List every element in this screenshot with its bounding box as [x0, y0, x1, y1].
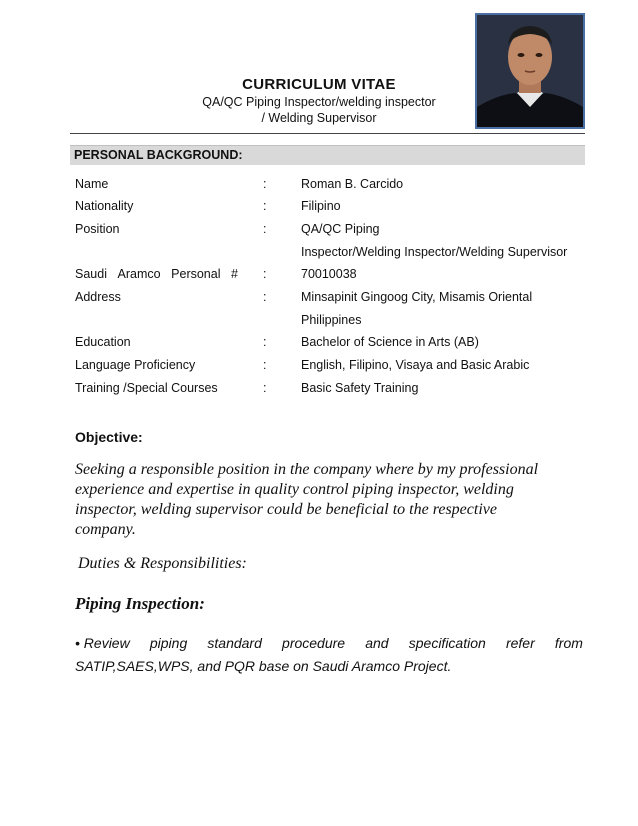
row-value: 70010038 [301, 267, 357, 281]
row-colon: : [263, 177, 267, 191]
row-value-continued: Inspector/Welding Inspector/Welding Supervisor [301, 245, 568, 259]
row-colon: : [263, 199, 267, 213]
row-label-word: # [231, 267, 238, 281]
row-label: Language Proficiency [75, 358, 196, 372]
bullet-word: from [554, 635, 583, 651]
row-colon: : [263, 267, 267, 281]
row-label-word: Saudi [75, 267, 107, 281]
row-label-word: Personal [171, 267, 221, 281]
bullet-line-2: SATIP,SAES,WPS, and PQR base on Saudi Aramco Project. [75, 658, 452, 674]
row-value: Bachelor of Science in Arts (AB) [301, 335, 479, 349]
row-colon: : [263, 381, 267, 395]
row-label [75, 267, 238, 281]
objective-line: Seeking a responsible position in the company where by my professional [75, 461, 539, 478]
bullet-word: procedure [282, 635, 346, 651]
objective-heading: Objective: [75, 429, 143, 445]
row-colon: : [263, 358, 267, 372]
section-header-personal [70, 145, 585, 165]
row-value-continued: Philippines [301, 313, 362, 327]
duty-bullet-item [75, 632, 583, 678]
objective-line: company. [75, 521, 136, 538]
bullet-word: • Review [75, 635, 130, 651]
row-label-word: Aramco [117, 267, 161, 281]
row-value: English, Filipino, Visaya and Basic Arabic [301, 358, 530, 372]
row-colon: : [263, 222, 267, 236]
row-label: Training /Special Courses [75, 381, 218, 395]
divider [70, 133, 585, 134]
row-value: Minsapinit Gingoog City, Misamis Oriental [301, 290, 533, 304]
row-value: Filipino [301, 199, 341, 213]
row-label: Address [75, 290, 121, 304]
row-value: QA/QC Piping [301, 222, 380, 236]
row-label: Education [75, 335, 131, 349]
bullet-word: specification [408, 635, 486, 651]
section-title: PERSONAL BACKGROUND: [74, 148, 243, 162]
row-label: Name [75, 177, 109, 191]
cv-subtitle-line2: / Welding Supervisor [261, 111, 377, 125]
row-value: Basic Safety Training [301, 381, 419, 395]
piping-inspection-heading: Piping Inspection: [75, 594, 205, 613]
bullet-word: piping [149, 635, 188, 651]
row-label: Nationality [75, 199, 134, 213]
bullet-word: standard [207, 635, 262, 651]
bullet-word: and [365, 635, 389, 651]
objective-text [75, 460, 585, 540]
row-colon: : [263, 290, 267, 304]
cv-subtitle-line1: QA/QC Piping Inspector/welding inspector [202, 95, 436, 109]
duties-heading: Duties & Responsibilities: [78, 555, 247, 572]
cv-title: CURRICULUM VITAE [242, 76, 396, 93]
objective-line: inspector, welding supervisor could be beneficial to the respective [75, 501, 497, 518]
bullet-line-1 [75, 632, 583, 655]
row-label: Position [75, 222, 120, 236]
bullet-word: refer [505, 635, 535, 651]
row-colon: : [263, 335, 267, 349]
objective-line: experience and expertise in quality control piping inspector, welding [75, 481, 514, 498]
row-value: Roman B. Carcido [301, 177, 404, 191]
